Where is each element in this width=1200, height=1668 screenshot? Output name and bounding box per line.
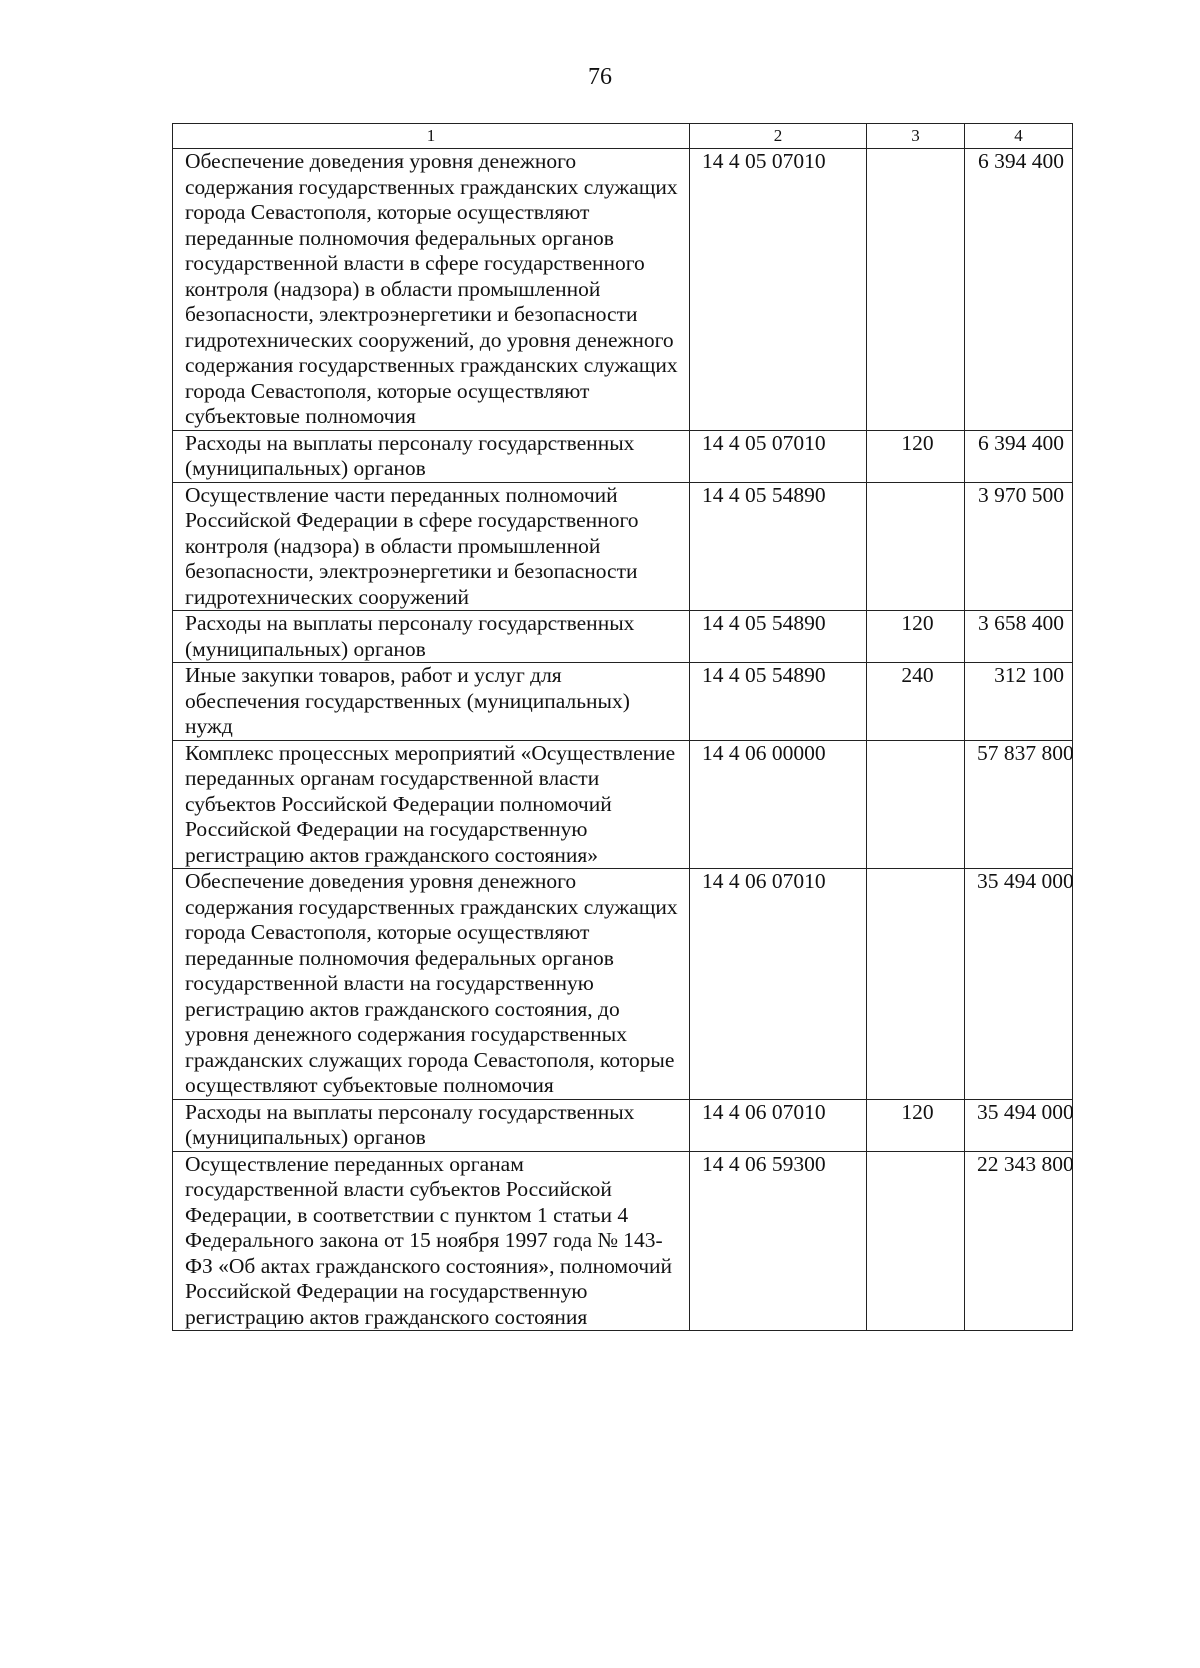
row-amount: 57 837 800: [965, 740, 1073, 869]
row-code: 14 4 06 59300: [690, 1151, 867, 1331]
table-row: [173, 740, 1073, 869]
row-amount: 35 494 000: [965, 869, 1073, 1100]
row-description: Комплекс процессных мероприятий «Осуществление переданных органам государственной власти субъектов Российской Федерации полномочий Российской Федерации на государственную регистрацию актов гражданского состояния»: [173, 740, 690, 869]
row-amount: 3 970 500: [965, 482, 1073, 611]
row-amount: 3 658 400: [965, 611, 1073, 663]
row-amount: 6 394 400: [965, 149, 1073, 431]
row-description: Осуществление части переданных полномочий Российской Федерации в сфере государственного контроля (надзора) в области промышленной безопасности, электроэнергетики и безопасности гидротехнических сооружений: [173, 482, 690, 611]
budget-table: [172, 123, 1073, 1331]
table-row: [173, 430, 1073, 482]
header-col-2: 2: [690, 124, 867, 149]
row-expense-type: [867, 740, 965, 869]
header-col-1: 1: [173, 124, 690, 149]
row-expense-type: [867, 1151, 965, 1331]
table-row: [173, 869, 1073, 1100]
row-expense-type: [867, 869, 965, 1100]
row-description: Обеспечение доведения уровня денежного содержания государственных гражданских служащих города Севастополя, которые осуществляют переданные полномочия федеральных органов государственной власти на государственную регистрацию актов гражданского состояния, до уровня денежного содержания государственных гражданских служащих города Севастополя, которые осуществляют субъектовые полномочия: [173, 869, 690, 1100]
row-expense-type: 120: [867, 1099, 965, 1151]
table-row: [173, 482, 1073, 611]
row-description: Расходы на выплаты персоналу государственных (муниципальных) органов: [173, 430, 690, 482]
header-col-4: 4: [965, 124, 1073, 149]
row-amount: 22 343 800: [965, 1151, 1073, 1331]
row-expense-type: [867, 149, 965, 431]
row-expense-type: 120: [867, 611, 965, 663]
row-description: Расходы на выплаты персоналу государственных (муниципальных) органов: [173, 1099, 690, 1151]
row-code: 14 4 05 54890: [690, 611, 867, 663]
row-expense-type: 240: [867, 663, 965, 741]
row-code: 14 4 05 07010: [690, 149, 867, 431]
row-expense-type: [867, 482, 965, 611]
row-code: 14 4 06 07010: [690, 1099, 867, 1151]
table-row: [173, 149, 1073, 431]
row-code: 14 4 06 07010: [690, 869, 867, 1100]
row-code: 14 4 05 54890: [690, 482, 867, 611]
row-amount: 35 494 000: [965, 1099, 1073, 1151]
table-header: [173, 124, 1073, 149]
row-description: Расходы на выплаты персоналу государственных (муниципальных) органов: [173, 611, 690, 663]
row-code: 14 4 05 07010: [690, 430, 867, 482]
header-col-3: 3: [867, 124, 965, 149]
table-row: [173, 1099, 1073, 1151]
page-number: 76: [588, 64, 612, 90]
table-body: [173, 149, 1073, 1331]
row-code: 14 4 06 00000: [690, 740, 867, 869]
row-description: Осуществление переданных органам государственной власти субъектов Российской Федерации, в соответствии с пунктом 1 статьи 4 Федерального закона от 15 ноября 1997 года № 143-ФЗ «Об актах гражданского состояния», полномочий Российской Федерации на государственную регистрацию актов гражданского состояния: [173, 1151, 690, 1331]
table-row: [173, 611, 1073, 663]
table-row: [173, 1151, 1073, 1331]
row-description: Обеспечение доведения уровня денежного содержания государственных гражданских служащих города Севастополя, которые осуществляют переданные полномочия федеральных органов государственной власти в сфере государственного контроля (надзора) в области промышленной безопасности, электроэнергетики и безопасности гидротехнических сооружений, до уровня денежного содержания государственных гражданских служащих города Севастополя, которые осуществляют субъектовые полномочия: [173, 149, 690, 431]
row-expense-type: 120: [867, 430, 965, 482]
row-amount: 6 394 400: [965, 430, 1073, 482]
table-row: [173, 663, 1073, 741]
row-amount: 312 100: [965, 663, 1073, 741]
row-code: 14 4 05 54890: [690, 663, 867, 741]
row-description: Иные закупки товаров, работ и услуг для обеспечения государственных (муниципальных) нужд: [173, 663, 690, 741]
header-row: [173, 124, 1073, 149]
